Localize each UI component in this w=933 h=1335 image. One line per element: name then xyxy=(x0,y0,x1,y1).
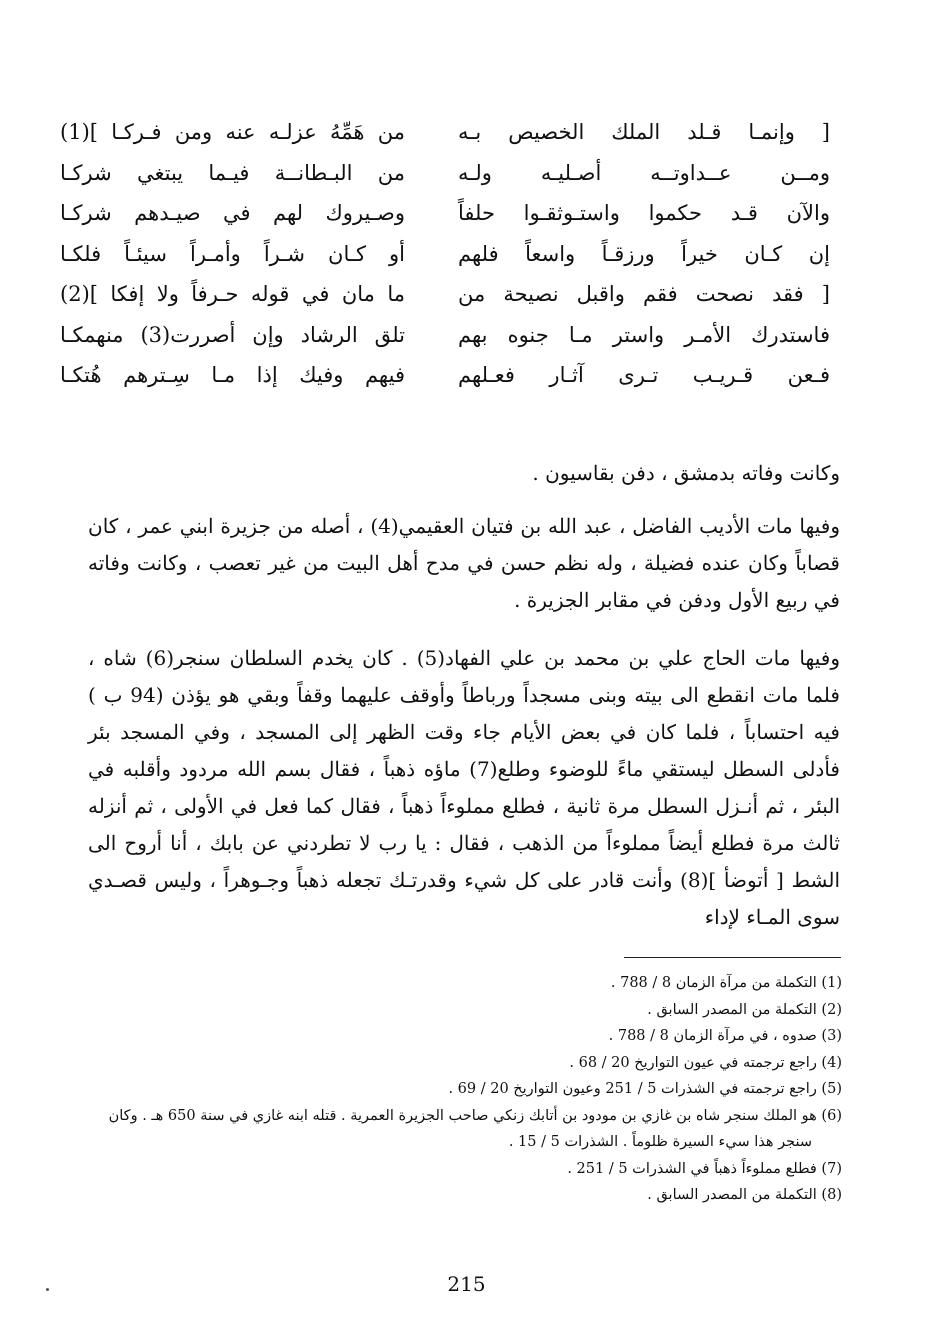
paragraph-text: وفيها مات الأديب الفاضل ، عبد الله بن فتيان العقيمي(4) ، أصله من جزيرة ابني عمر ، كان قصاباً وكان عنده فضيلة ، وله نظم حسن في مدح أهل البيت من غير تعصب ، وكانت وفاته في ربيع الأول ودفن في مقابر الجزيرة . xyxy=(88,514,840,612)
poem-line: والآن قـد حكموا واستـوثقـوا حلفاً xyxy=(458,201,830,225)
footnote: (2) التكملة من المصدر السابق . xyxy=(647,1001,842,1018)
poem-right-column xyxy=(458,112,830,396)
paragraph-text: وكانت وفاته بدمشق ، دفن بقاسيون . xyxy=(532,461,840,485)
poem-line: من البـطانــة فيـما يبتغي شركـا xyxy=(60,160,405,185)
footnote: (6) هو الملك سنجر شاه بن غازي بن مودود بن أتابك زنكي صاحب الجزيرة العمرية . قتله ابنه غازي في سنة 650 هـ . وكان xyxy=(108,1107,842,1124)
paragraph-ali-alfahhad xyxy=(88,640,840,936)
poem-line: ما مان في قوله حـرفاً ولا إفكا ](2) xyxy=(60,282,405,306)
footnotes xyxy=(60,970,842,1209)
paragraph-text: وفيها مات الحاج علي بن محمد بن علي الفهاد(5) . كان يخدم السلطان سنجر(6) شاه ، فلما مات انقطع الى بيته وبنى مسجداً ورباطاً وأوقف عليهما وقفاً وبقي هو يؤذن (94 ب ) فيه احتساباً ، فلما كان في بعض الأيام جاء وقت الظهر إلى المسجد ، وفي المسجد بئر فأدلى السطل ليستقي ماءً للوضوء وطلع(7) ماؤه ذهباً ، فقال بسم الله مردود وأقلبه في البئر ، ثم أنـزل السطل مرة ثانية ، فطلع مملوءاً ذهباً ، فقال كما فعل في الأولى ، ثم أنزله ثالث مرة فطلع أيضاً مملوءاً من الذهب ، فقال : يا رب لا تطردني عن بابك ، أنا أروح الى الشط [ أتوضأ ](8) وأنت قادر على كل شيء وقدرتـك تجعله ذهباً وجـوهراً ، وليس قصـدي سوى المـاء لإداء xyxy=(88,646,841,929)
footnote: (3) صدوه ، في مرآة الزمان 8 / 788 . xyxy=(608,1028,842,1044)
poem-line: ومــن عــداوتــه أصـليـه ولـه xyxy=(458,160,830,185)
poem-line: فيهم وفيك إذا مـا سِـترهم هُتكـا xyxy=(60,363,405,387)
poem-line: تلق الرشاد وإن أصررت(3) منهمكـا xyxy=(60,322,405,347)
footnote-continuation: سنجر هذا سيء السيرة ظلوماً . الشذرات 5 / 15 . xyxy=(508,1134,812,1150)
poem-line: فاستدرك الأمـر واستر مـا جنوه بهم xyxy=(458,322,830,347)
poem-line: إن كـان خيراً ورزقـاً واسعاً فلهم xyxy=(458,241,830,266)
footnote-divider xyxy=(624,957,841,958)
paragraph-death-note xyxy=(88,455,840,492)
poem-left-column xyxy=(60,112,405,396)
poem-line: [ وإنمـا قـلد الملك الخصيص بـه xyxy=(458,120,830,144)
page-number: 215 xyxy=(447,1272,486,1296)
poem-block xyxy=(60,112,850,402)
footnote: (4) راجع ترجمته في عيون التواريخ 20 / 68 . xyxy=(569,1054,842,1071)
footnote: (7) فطلع مملوءاً ذهباً في الشذرات 5 / 251 . xyxy=(567,1160,842,1177)
poem-line: فـعن قـريـب تـرى آثـار فعـلهم xyxy=(458,363,830,387)
footnote: (1) التكملة من مرآة الزمان 8 / 788 . xyxy=(610,975,842,991)
scan-speck xyxy=(46,1288,49,1291)
poem-line: أو كـان شـراً وأمـراً سيئـاً فلكـا xyxy=(60,241,405,266)
footnote: (8) التكملة من المصدر السابق . xyxy=(647,1187,842,1203)
poem-line: [ فقد نصحت فقم واقبل نصيحة من xyxy=(458,282,830,306)
paragraph-abdallah xyxy=(88,508,840,619)
footnote: (5) راجع ترجمته في الشذرات 5 / 251 وعيون التواريخ 20 / 69 . xyxy=(448,1081,842,1097)
poem-line: وصـيروك لهم في صيـدهم شركـا xyxy=(60,201,405,225)
poem-line: من هَمِّهُ عزلـه عنه ومن فـركـا ](1) xyxy=(60,120,405,144)
